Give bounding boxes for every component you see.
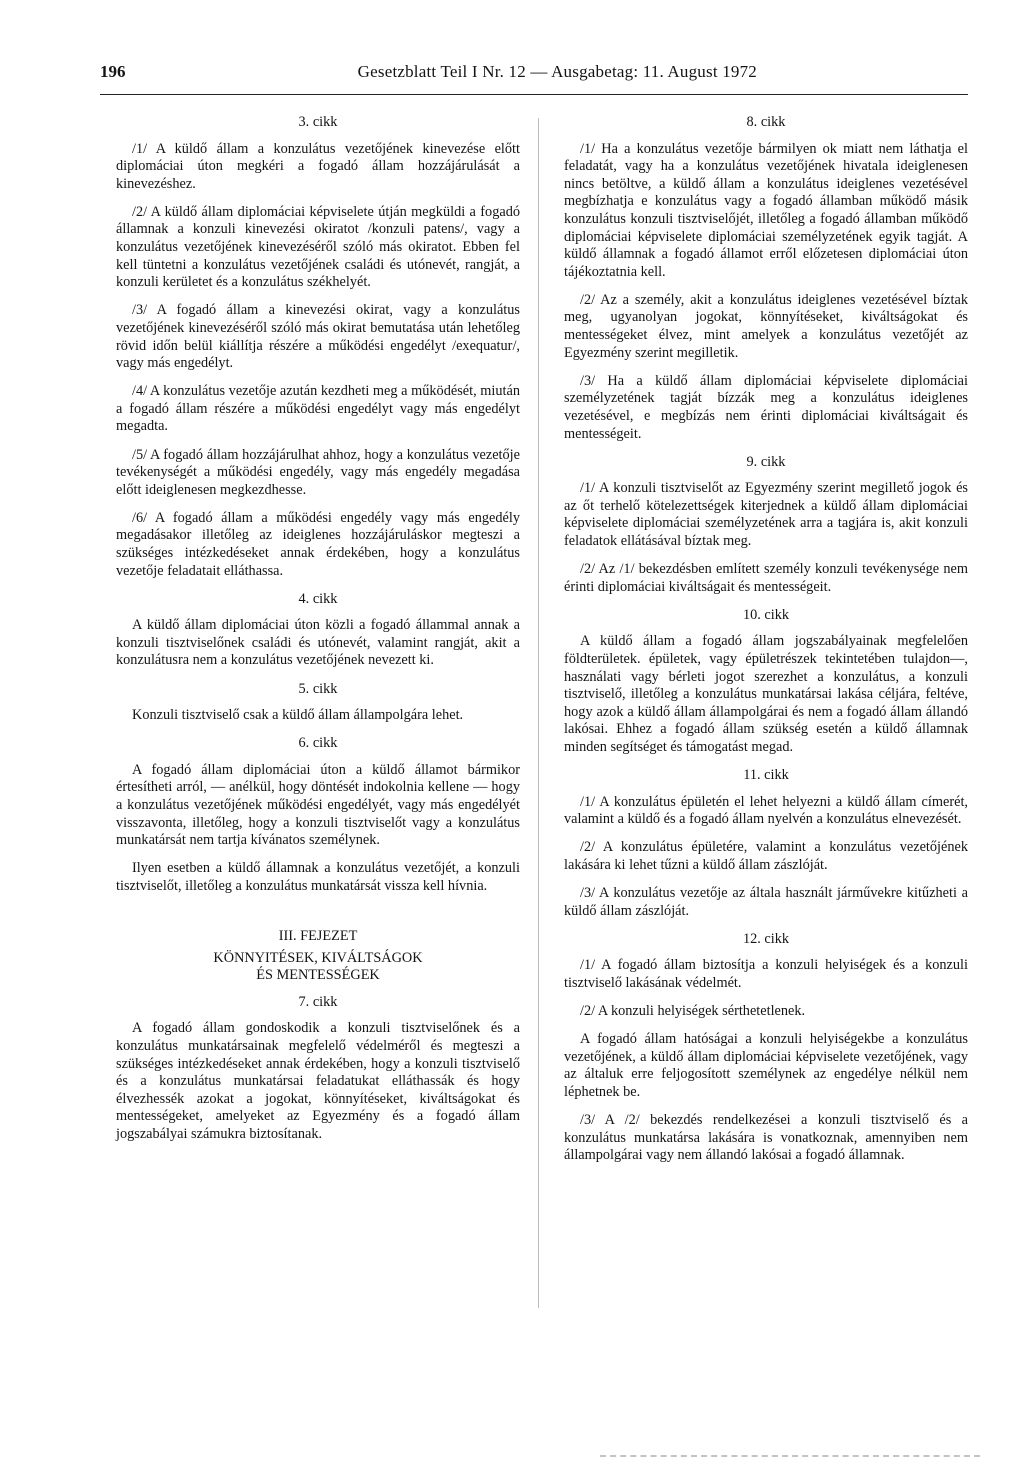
page-number: 196 xyxy=(100,62,126,81)
article-3-para-5: /5/ A fogadó állam hozzájárulhat ahhoz, hogy a konzulátus vezetője tevékenységét a működési engedély, vagy más engedély megadása előtt ideiglenesen megkezdhesse. xyxy=(116,446,520,498)
article-3-para-6: /6/ A fogadó állam a működési engedély vagy más engedély megadásakor illetőleg az ideiglenes hozzájáruláskor megteszi a szükséges intézkedéseket annak érdekében, hogy a konzulátus vezetője feladatait elláthassa. xyxy=(116,509,520,579)
article-12-para-4: /3/ A /2/ bekezdés rendelkezései a konzuli tisztviselő és a konzulátus munkatársa lakására is vonatkoznak, amennyiben nem állampolgárai vagy nem állandó lakósai a fogadó államnak. xyxy=(564,1111,968,1164)
article-12-para-3: A fogadó állam hatóságai a konzuli helyiségekbe a konzulátus vezetőjének, a küldő állam diplomáciai képviselete vezetőjének, vagy az általuk erre feljogosított személynek az engedélye nélkül nem léphetnek be. xyxy=(564,1031,968,1100)
article-4-title: 4. cikk xyxy=(298,590,338,607)
article-11-title: 11. cikk xyxy=(743,767,789,783)
chapter-title-line-1: KÖNNYITÉSEK, KIVÁLTSÁGOK xyxy=(213,949,423,966)
chapter-spacer xyxy=(116,906,520,928)
article-6-para-1: A fogadó állam diplomáciai úton a küldő államot bármikor értesítheti arról, — anélkül, hogy döntését indokolnia kellene — hogy a konzulátus vezetőjének működési engedélyét, vagy más engedélyét visszavonta, illetőleg, hogy a konzuli tisztviselőt vagy a konzulátus munkatársát nem tartja kívánatos személynek. xyxy=(116,761,520,849)
page-header xyxy=(100,62,965,86)
article-4-para-1: A küldő állam diplomáciai úton közli a fogadó állammal annak a konzuli tisztviselőnek családi és utónevét, valamint rangját, akit a konzulátusra nem a konzulátus vezetőjének nevezett ki. xyxy=(116,617,520,669)
left-column xyxy=(116,114,520,1154)
chapter-title-line-2: ÉS MENTESSÉGEK xyxy=(256,967,380,984)
article-8-para-3: /3/ Ha a küldő állam diplomáciai képviselete diplomáciai személyzetének tagját bízzák meg a konzulátus ideiglenes vezetésével, e megbízás nem érinti diplomáciai kiváltságait és mentességeit. xyxy=(564,372,968,442)
article-11-para-2: /2/ A konzulátus épületére, valamint a konzulátus vezetőjének lakására ki lehet tűzni a küldő állam zászlóját. xyxy=(564,839,968,873)
article-9-title: 9. cikk xyxy=(746,453,786,470)
article-12-para-1: /1/ A fogadó állam biztosítja a konzuli helyiségek és a konzuli tisztviselő lakásának védelmét. xyxy=(564,957,968,991)
right-column xyxy=(564,114,968,1175)
article-9-para-2: /2/ Az /1/ bekezdésben említett személy konzuli tevékenysége nem érinti diplomáciai kiváltságait és mentességeit. xyxy=(564,561,968,595)
article-11-para-3: /3/ A konzulátus vezetője az általa használt járművekre kitűzheti a küldő állam zászlóját. xyxy=(564,884,968,919)
article-12-title: 12. cikk xyxy=(742,930,790,947)
article-10-title: 10. cikk xyxy=(742,606,790,623)
chapter-number: III. FEJEZET xyxy=(278,927,358,944)
header-title: Gesetzblatt Teil I Nr. 12 — Ausgabetag: 11. August 1972 xyxy=(357,62,757,81)
article-3-para-2: /2/ A küldő állam diplomáciai képviselete útján megküldi a fogadó államnak a konzuli kinevezési okiratot /konzuli patens/, vagy a konzulátus vezetőjének kinevezéséről szóló más okiratot. Ebben fel kell tüntetni a konzulátus vezetőjének családi és utónevét, rangját, a konzuli kerületet és a konzulátus székhelyét. xyxy=(116,203,520,291)
column-divider xyxy=(538,118,539,1308)
header-rule xyxy=(100,94,968,95)
article-12-para-2: /2/ A konzuli helyiségek sérthetetlenek. xyxy=(580,1002,806,1019)
article-3-para-3: /3/ A fogadó állam a kinevezési okirat, vagy a konzulátus vezetőjének kinevezéséről szóló más okirat bemutatása után lehetőleg rövid időn belül kiállítja részére a működési engedélyt /exequatur/, vagy más engedélyt. xyxy=(116,302,520,372)
article-5-para-1: Konzuli tisztviselő csak a küldő állam állampolgára lehet. xyxy=(132,707,464,724)
article-3-para-1: /1/ A küldő állam a konzulátus vezetőjének kinevezése előtt diplomáciai úton megkéri a fogadó állam hozzájárulását a kinevezéshez. xyxy=(116,140,520,192)
article-10-para-1: A küldő állam a fogadó állam jogszabályainak megfelelően földterületek. épületek, vagy épületrészek tekintetében tulajdon—, használati vagy bérleti jogot szerezhet a konzulátus, a konzuli tisztviselő, illetőleg a konzulátus munkatársai lakása céljára, feltéve, hogy azok a küldő állam állampolgárai és nem a fogadó állam állandó lakósai. Ehhez a fogadó állam szükség esetén a küldő államnak minden segítséget és támogatást megad. xyxy=(564,633,968,755)
article-8-para-2: /2/ Az a személy, akit a konzulátus ideiglenes vezetésével bíztak meg, ugyanolyan jogokat, könnyítéseket, kiváltságokat és mentességeket élvez, mint amelyek a konzulátus vezetőjét az Egyezmény szerint megilletik. xyxy=(564,291,968,361)
article-3-title: 3. cikk xyxy=(298,114,338,130)
article-6-para-2: Ilyen esetben a küldő államnak a konzulátus vezetőjét, a konzuli tisztviselőt, illetőleg a konzulátus munkatársát vissza kell hívnia. xyxy=(116,860,520,894)
article-8-para-1: /1/ Ha a konzulátus vezetője bármilyen ok miatt nem láthatja el feladatát, vagy ha a konzulátus vezetőjének hivatala ideiglenesen nincs betöltve, a küldő állam a konzulátus ideiglenes vezetésével megbízhatja e konzulátus vagy a fogadó államban működő másik konzulátus konzuli tisztviselőjét, illetőleg a fogadó államban működő diplomáciai képviselete diplomáciai személyzetének egyik tagját. A küldő államnak a fogadó államot erről előzetesen diplomáciai úton tájékoztatnia kell. xyxy=(564,140,968,280)
article-6-title: 6. cikk xyxy=(298,735,338,752)
article-11-para-1: /1/ A konzulátus épületén el lehet helyezni a küldő állam címerét, valamint a küldő és a fogadó állam nyelvén a konzulátus elnevezését. xyxy=(564,793,968,828)
article-5-title: 5. cikk xyxy=(298,680,338,697)
article-7-title: 7. cikk xyxy=(298,993,338,1010)
article-3-para-4: /4/ A konzulátus vezetője azután kezdheti meg a működését, miután a fogadó állam részére a működési engedélyt vagy más engedélyt megadta. xyxy=(116,383,520,435)
scan-artifact xyxy=(600,1455,980,1462)
article-9-para-1: /1/ A konzuli tisztviselőt az Egyezmény szerint megillető jogok és az őt terhelő kötelezettségek kiterjednek a küldő állam diplomáciai képviselete diplomáciai személyzetének arra a tagjára is, akit konzuli feladatok ellátásával bíztak meg. xyxy=(564,480,968,549)
article-8-title: 8. cikk xyxy=(746,114,786,130)
article-7-para-1: A fogadó állam gondoskodik a konzuli tisztviselőnek és a konzulátus munkatársainak megfelelő védelméről és megteszi a szükséges intézkedéseket annak érdekében, hogy a konzuli tisztviselő és a konzulátus munkatársai feladatukat elláthassák és hogy élvezhessék azokat a jogokat, könnyítéseket, kiváltságokat és mentességeket, amelyeket az Egyezmény és a fogadó állam jogszabályai számukra biztosítanak. xyxy=(116,1020,520,1142)
